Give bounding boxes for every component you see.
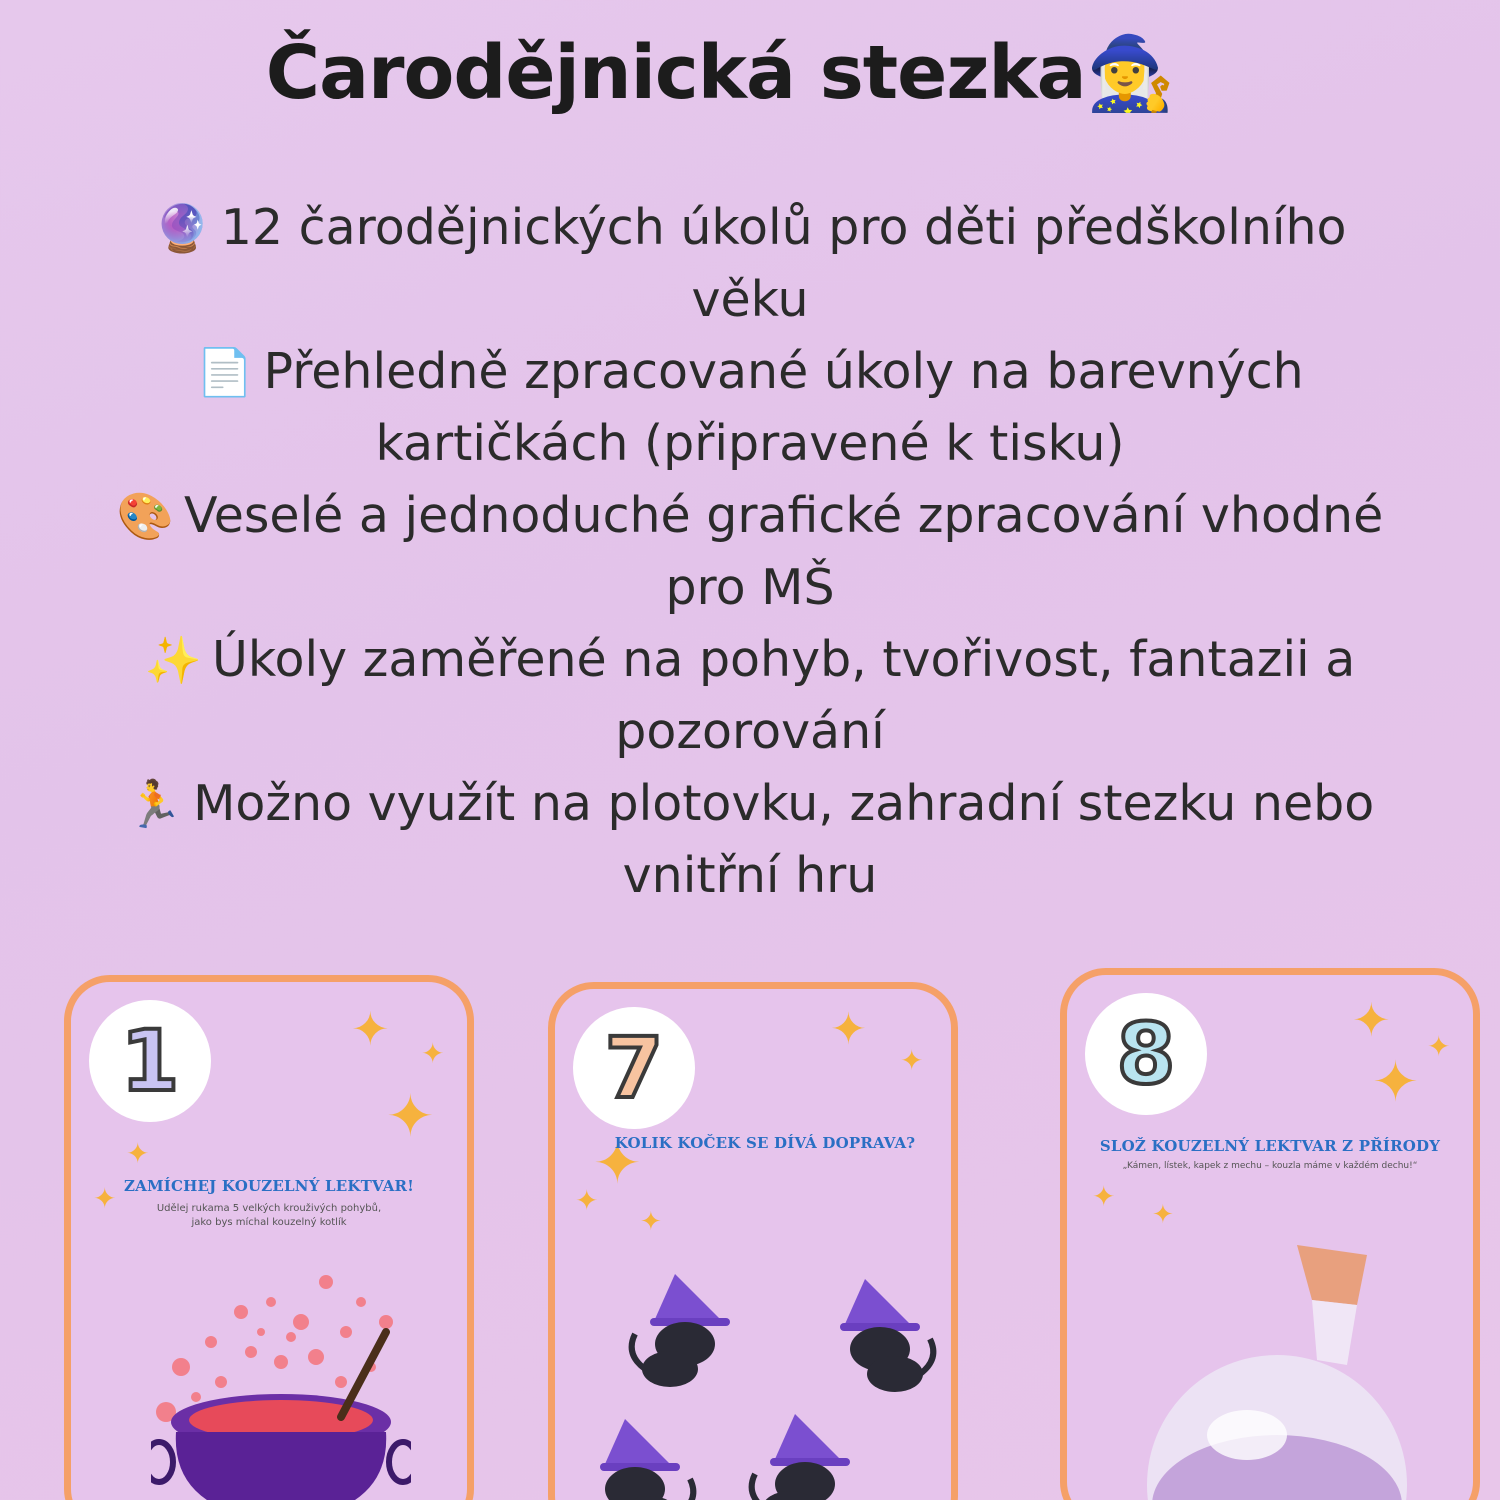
witch-icon: 🧙‍♀️ xyxy=(1085,31,1175,115)
sparkle-icon: ✦ xyxy=(1092,1180,1116,1213)
feature-item xyxy=(110,336,1390,480)
sparkle-icon: ✦ xyxy=(900,1044,924,1077)
feature-text: Úkoly zaměřené na pohyb, tvořivost, fantazii a pozorování xyxy=(212,631,1356,760)
sparkle-icon: ✦ xyxy=(421,1037,445,1070)
sparkle-icon: ✦ xyxy=(640,1207,662,1237)
feature-text: Veselé a jednoduché grafické zpracování vhodné pro MŠ xyxy=(184,487,1384,616)
sparkle-icon: ✦ xyxy=(830,1004,867,1055)
page-title xyxy=(0,30,1440,116)
card-number: 7 xyxy=(573,1007,695,1129)
task-card-1 xyxy=(64,975,474,1500)
feature-text: Možno využít na plotovku, zahradní stezku nebo vnitřní hru xyxy=(193,775,1375,904)
sparkle-icon: ✦ xyxy=(593,1129,642,1197)
sparkle-icon: ✦ xyxy=(386,1082,435,1150)
sparkle-icon: ✦ xyxy=(575,1184,599,1217)
potion-bottle-illustration xyxy=(1137,1235,1427,1500)
card-title: SLOŽ KOUZELNÝ LEKTVAR Z PŘÍRODY xyxy=(1099,1137,1441,1155)
palette-icon: 🎨 xyxy=(116,489,175,543)
witch-cats-illustration xyxy=(575,1254,945,1500)
card-number: 1 xyxy=(89,1000,211,1122)
card-title: KOLIK KOČEK SE DÍVÁ DOPRAVA? xyxy=(614,1134,916,1152)
task-card-7 xyxy=(548,982,958,1500)
feature-item xyxy=(110,768,1390,912)
sparkles-icon: ✨ xyxy=(144,633,202,687)
feature-text: 12 čarodějnických úkolů pro děti předškolního věku xyxy=(220,199,1347,328)
sparkle-icon: ✦ xyxy=(126,1137,150,1170)
task-card-8 xyxy=(1060,968,1480,1500)
feature-item xyxy=(110,192,1390,336)
card-subtitle: „Kámen, lístek, kapek z mechu – kouzla máme v každém dechu!“ xyxy=(1122,1161,1418,1171)
feature-item xyxy=(110,624,1390,768)
sparkle-icon: ✦ xyxy=(1372,1050,1419,1115)
page-title-text: Čarodějnická stezka xyxy=(265,30,1086,116)
card-number: 8 xyxy=(1085,993,1207,1115)
sparkle-icon: ✦ xyxy=(1427,1030,1451,1063)
card-title: ZAMÍCHEJ KOUZELNÝ LEKTVAR! xyxy=(124,1177,414,1195)
document-icon: 📄 xyxy=(196,345,254,399)
cauldron-illustration xyxy=(151,1272,411,1500)
card-subtitle: Udělej rukama 5 velkých krouživých pohybů, jako bys míchal kouzelný kotlík xyxy=(156,1203,382,1228)
feature-item xyxy=(110,480,1390,624)
sparkle-icon: ✦ xyxy=(351,1002,390,1056)
sparkle-icon: ✦ xyxy=(93,1182,117,1215)
running-person-icon: 🏃 xyxy=(125,777,184,831)
sparkle-icon: ✦ xyxy=(1152,1200,1174,1230)
feature-text: Přehledně zpracované úkoly na barevných kartičkách (připravené k tisku) xyxy=(263,343,1304,472)
sparkle-icon: ✦ xyxy=(1352,993,1391,1047)
feature-list xyxy=(110,192,1390,912)
crystal-ball-icon: 🔮 xyxy=(153,201,211,255)
